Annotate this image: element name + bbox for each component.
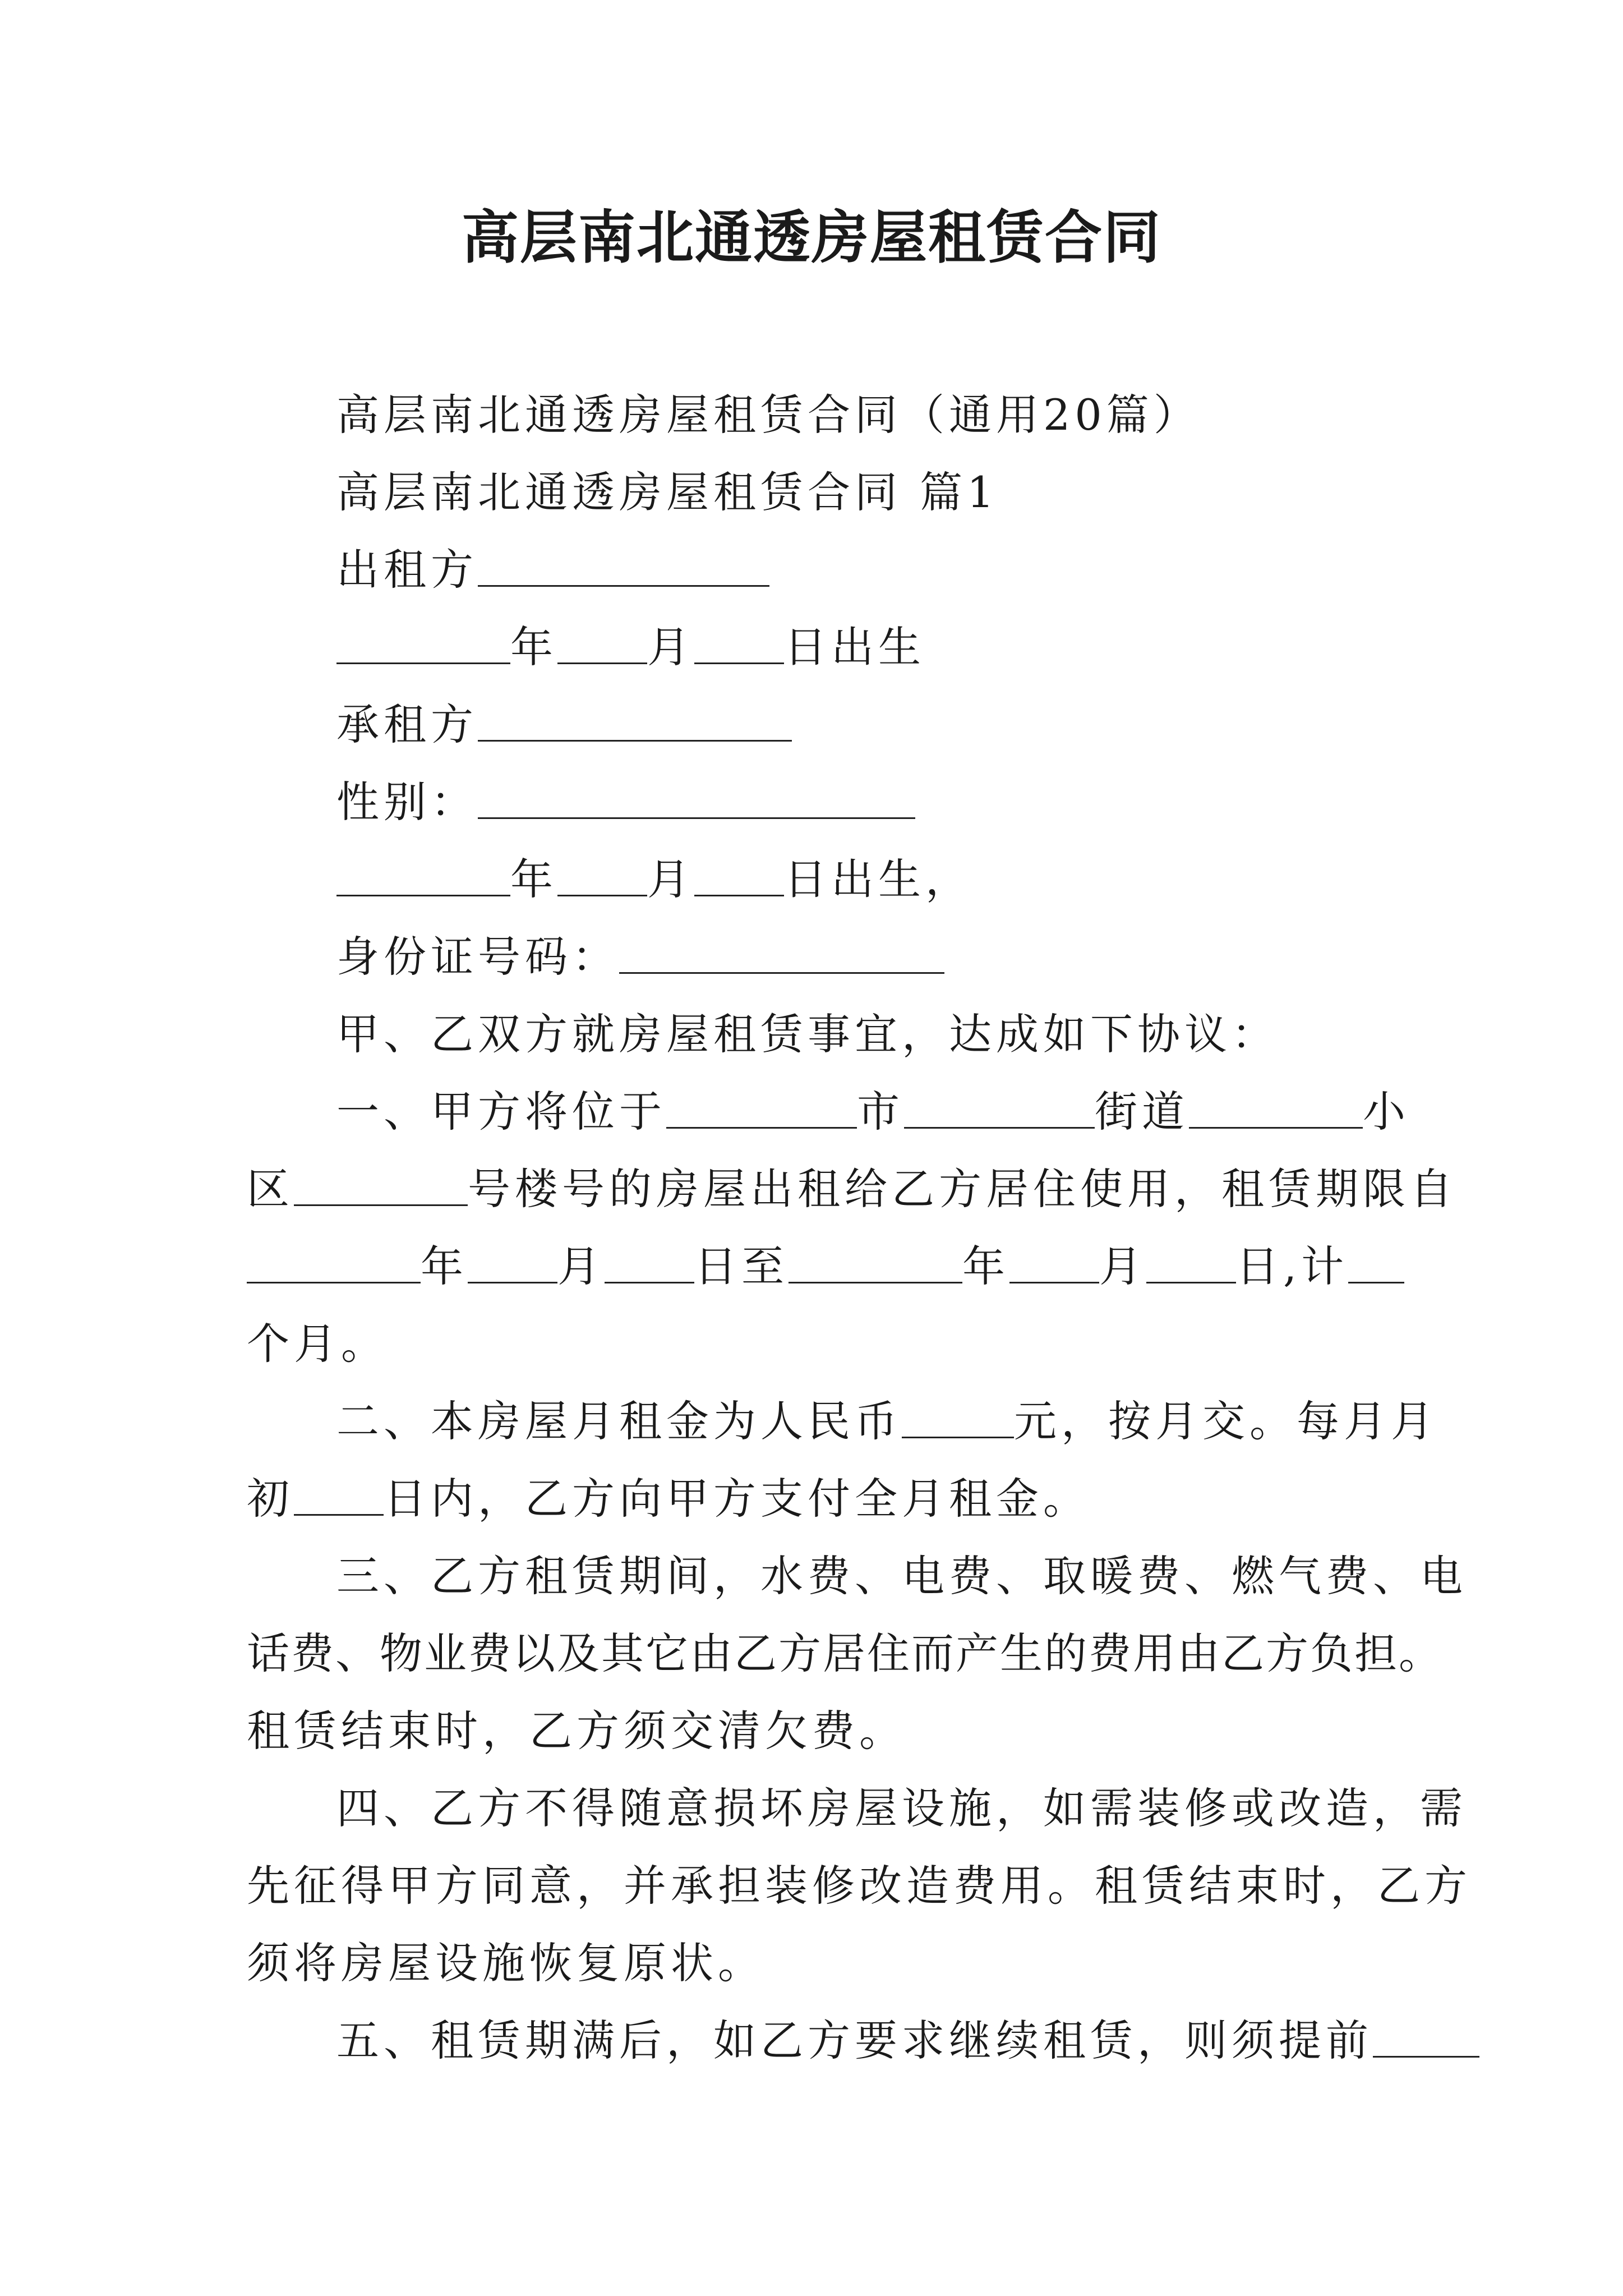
id-blank [619, 933, 944, 974]
lessor-line [336, 542, 769, 598]
clause2-line1 [336, 1393, 1438, 1450]
id-label: 身份证号码： [336, 932, 619, 982]
street-blank [904, 1088, 1095, 1129]
document-title: 高层南北通透房屋租赁合同 [462, 205, 1161, 272]
clause3-line3: 租赁结束时，乙方须交清欠费。 [247, 1706, 906, 1756]
id-line [336, 929, 944, 985]
clause3-line1: 三、乙方租赁期间，水费、电费、取暖费、燃气费、电 [336, 1551, 1467, 1601]
gender-line [336, 774, 915, 830]
section-heading: 高层南北通透房屋租赁合同 篇1 [336, 467, 999, 517]
clause5-line1 [336, 2013, 1479, 2069]
month-suffix: 月 [647, 622, 694, 672]
clause1-text: 一、甲方将位于 [336, 1087, 666, 1137]
clause1-line3 [247, 1239, 1404, 1295]
clause2-text: 初 [247, 1474, 294, 1524]
building-blank [294, 1165, 468, 1206]
clause1-text: 年 [962, 1241, 1009, 1291]
clause1-text: 月 [557, 1241, 605, 1291]
lessee-blank [478, 701, 792, 742]
clause1-text: 小 [1363, 1087, 1410, 1137]
birth-year-blank [336, 623, 510, 664]
community-blank [1189, 1088, 1363, 1129]
birth-month-blank [557, 623, 647, 664]
lessor-birth-line [336, 619, 925, 675]
birth-year-blank [336, 855, 510, 896]
clause1-line1 [336, 1084, 1410, 1140]
agreement-intro: 甲、乙双方就房屋租赁事宜，达成如下协议： [336, 1009, 1279, 1059]
lessee-birth-line [336, 852, 972, 908]
start-day-blank [605, 1243, 694, 1283]
gender-blank [478, 778, 915, 819]
clause1-text: 月 [1099, 1241, 1146, 1291]
start-year-blank [247, 1243, 421, 1283]
clause4-line1: 四、乙方不得随意损坏房屋设施，如需装修或改造，需 [336, 1783, 1467, 1833]
city-blank [666, 1088, 857, 1129]
lessee-line [336, 697, 792, 753]
year-suffix: 年 [510, 854, 557, 904]
clause4-line3: 须将房屋设施恢复原状。 [247, 1938, 765, 1988]
clause1-text: 号楼号的房屋出租给乙方居住使用，租赁期限自 [468, 1164, 1457, 1214]
clause1-text: 市 [857, 1087, 904, 1137]
gender-label: 性别： [336, 777, 478, 827]
clause1-text: 日,计 [1236, 1241, 1349, 1291]
clause3-line2: 话费、物业费以及其它由乙方居住而产生的费用由乙方负担。 [247, 1628, 1443, 1678]
notice-blank [1373, 2017, 1479, 2058]
lessor-blank [478, 546, 769, 587]
birth-day-blank [694, 623, 784, 664]
end-year-blank [789, 1243, 962, 1283]
birth-month-blank [557, 855, 647, 896]
payment-day-blank [294, 1475, 384, 1516]
day-suffix-comma: 日出生， [784, 854, 972, 904]
month-suffix: 月 [647, 854, 694, 904]
clause1-line4: 个月。 [247, 1319, 388, 1369]
clause1-line2 [247, 1161, 1457, 1217]
end-day-blank [1146, 1243, 1236, 1283]
clause5-text: 五、租赁期满后，如乙方要求继续租赁，则须提前 [336, 2016, 1373, 2065]
birth-day-blank [694, 855, 784, 896]
year-suffix: 年 [510, 622, 557, 672]
clause1-text: 年 [421, 1241, 468, 1291]
clause2-text: 日内，乙方向甲方支付全月租金。 [384, 1474, 1090, 1524]
clause1-text: 街道 [1095, 1087, 1189, 1137]
document-subtitle: 高层南北通透房屋租赁合同（通用20篇） [336, 390, 1201, 440]
lessor-label: 出租方 [336, 545, 478, 595]
clause2-text: 二、本房屋月租金为人民币 [336, 1396, 902, 1446]
start-month-blank [468, 1243, 557, 1283]
clause1-text: 区 [247, 1164, 294, 1214]
day-suffix: 日出生 [784, 622, 925, 672]
clause1-text: 日至 [694, 1241, 789, 1291]
rent-blank [902, 1397, 1014, 1438]
clause2-text: 元，按月交。每月月 [1014, 1396, 1438, 1446]
clause4-line2: 先征得甲方同意，并承担装修改造费用。租赁结束时，乙方 [247, 1861, 1472, 1911]
months-blank [1348, 1243, 1404, 1283]
clause2-line2 [247, 1471, 1090, 1527]
end-month-blank [1009, 1243, 1099, 1283]
lessee-label: 承租方 [336, 700, 478, 749]
